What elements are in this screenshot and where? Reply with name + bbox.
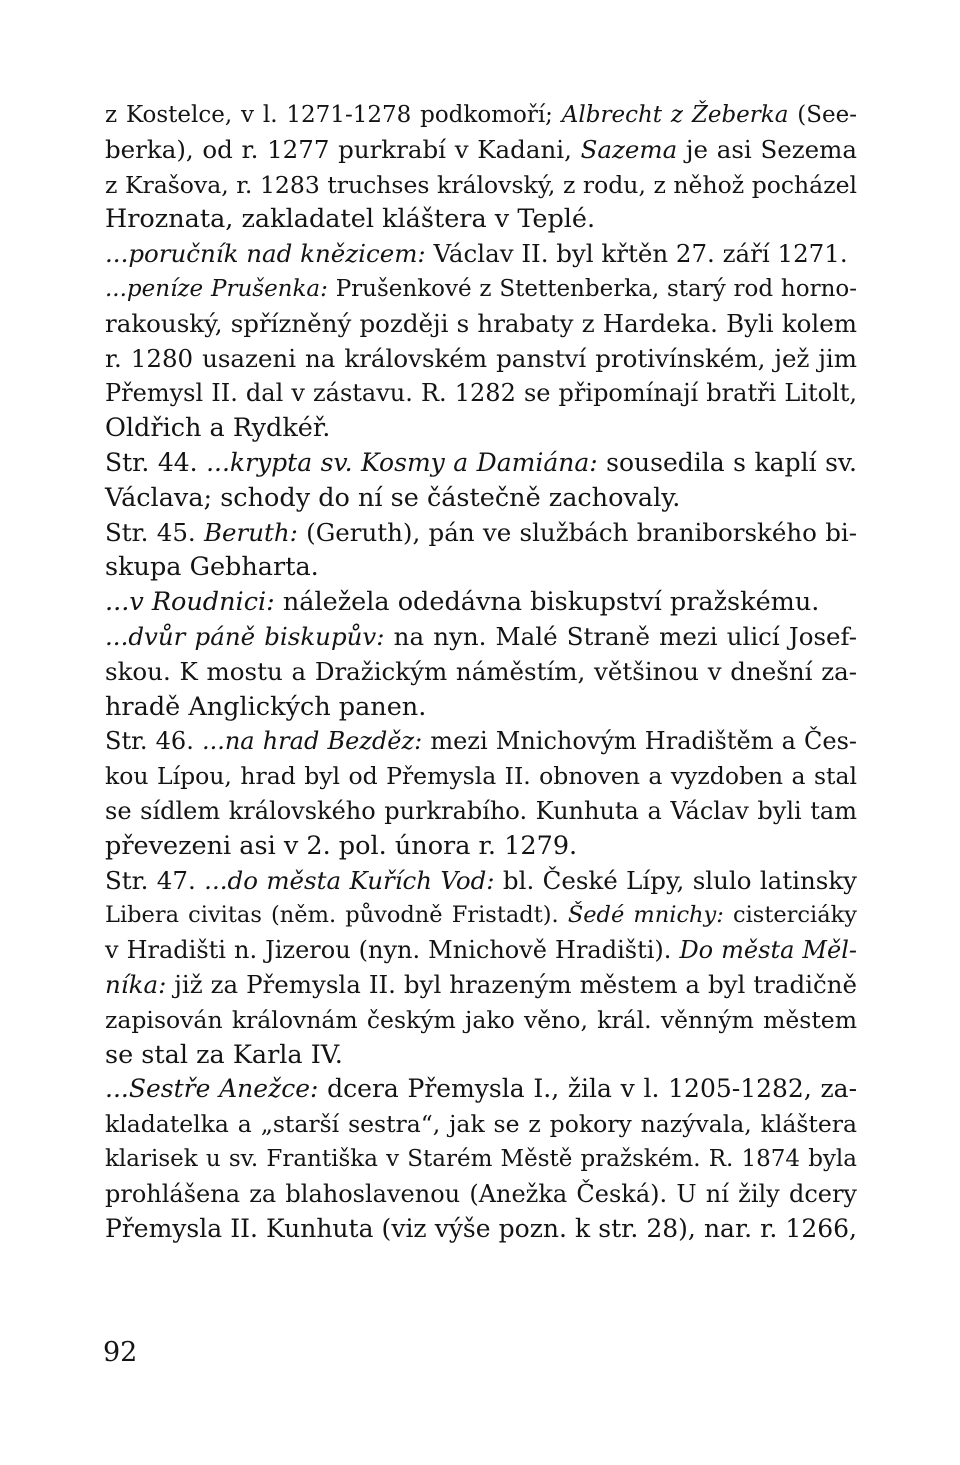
text-run: hradě Anglických panen.	[105, 691, 427, 722]
text-line	[105, 620, 857, 655]
text-run: z Krašova, r. 1283 truchses královský, z rodu, z něhož pocházel	[105, 170, 857, 199]
text-run: mezi Mnichovým Hradištěm a Čes-	[422, 727, 858, 756]
text-run: je asi Sezema	[677, 134, 857, 164]
lemma-italic: ...krypta sv. Kosmy a Damiána:	[206, 447, 598, 477]
text-run: již za Přemysla II. byl hrazeným městem a byl tradičně	[166, 969, 857, 999]
lemma-italic: Beruth:	[203, 517, 298, 547]
text-run: Přemysla II. Kunhuta (viz výše pozn. k str. 28), nar. r. 1266,	[105, 1213, 857, 1243]
text-run: skou. K mostu a Dražickým náměstím, většinou v dnešní za-	[105, 656, 857, 686]
text-run: Libera civitas (něm. původně Fristadt).	[105, 902, 568, 929]
text-line	[105, 829, 857, 864]
text-run: rakouský, spřízněný později s hrabaty z Hardeka. Byli kolem	[105, 308, 857, 338]
lemma-italic: níka:	[105, 969, 167, 999]
text-line	[105, 272, 857, 307]
text-line	[105, 1038, 857, 1073]
text-line	[105, 342, 857, 377]
text-run: cisterciáky	[723, 902, 857, 929]
text-run: skupa Gebharta.	[105, 552, 319, 583]
lemma-italic: Albrecht z Žeberka	[561, 102, 789, 128]
text-run: dcera Přemysla I., žila v l. 1205-1282, za-	[318, 1074, 858, 1104]
text-run: bl. České Lípy, slulo latinsky	[494, 865, 858, 895]
text-run: (See-	[788, 102, 857, 128]
text-line	[105, 376, 857, 411]
text-run: na nyn. Malé Straně mezi ulicí Josef-	[384, 621, 857, 651]
lemma-italic: ...dvůr páně biskupův:	[105, 621, 385, 651]
text-line	[105, 446, 857, 481]
text-run: prohlášena za blahoslavenou (Anežka Česká). U ní žily dcery	[105, 1179, 857, 1208]
text-line	[105, 202, 857, 237]
text-line	[105, 411, 857, 446]
text-line	[105, 1003, 857, 1038]
text-line	[105, 933, 857, 968]
text-run: zapisován královnám českým jako věno, král. věnným městem	[105, 1005, 857, 1034]
lemma-italic: Šedé mnichy:	[567, 902, 724, 929]
text-run: z Kostelce, v l. 1271-1278 podkomoří;	[105, 102, 562, 128]
text-run: (Geruth), pán ve službách braniborského bi-	[297, 517, 857, 547]
lemma-italic: ...Sestře Anežce:	[105, 1074, 319, 1104]
text-line	[105, 759, 857, 794]
text-line	[105, 724, 857, 759]
text-line	[105, 1212, 857, 1247]
text-line	[105, 1142, 857, 1177]
text-run: se stal za Karla IV.	[105, 1039, 343, 1070]
text-line	[105, 1177, 857, 1212]
text-run: Str. 44.	[105, 447, 207, 477]
notes-text	[105, 98, 857, 1246]
text-run: Prušenkové z Stettenberka, starý rod horno-	[327, 275, 857, 302]
text-run: Oldřich a Rydkéř.	[105, 413, 331, 444]
text-line	[105, 1072, 857, 1107]
text-run: převezeni asi v 2. pol. února r. 1279.	[105, 830, 578, 861]
text-run: Hroznata, zakladatel kláštera v Teplé.	[105, 204, 596, 235]
text-line	[105, 133, 857, 168]
text-line	[105, 794, 857, 829]
text-line	[105, 690, 857, 725]
text-line	[105, 168, 857, 203]
text-run: Str. 46.	[105, 727, 202, 756]
lemma-italic: ...na hrad Bezděz:	[201, 727, 423, 756]
text-run: sousedila s kaplí sv.	[597, 447, 858, 477]
page-number: 92	[103, 1337, 138, 1368]
text-run: r. 1280 usazeni na královském panství protivínském, jež jim	[105, 343, 857, 373]
text-line	[105, 550, 857, 585]
text-line	[105, 516, 857, 551]
text-line	[105, 481, 857, 516]
text-run: se sídlem královského purkrabího. Kunhuta a Václav byli tam	[105, 796, 857, 825]
text-line	[105, 864, 857, 899]
lemma-italic: ...poručník nad knězicem:	[105, 239, 426, 269]
text-run: Str. 45.	[105, 517, 204, 547]
text-line	[105, 98, 857, 133]
text-line	[105, 1107, 857, 1142]
text-run: náležela odedávna biskupství pražskému.	[274, 587, 820, 618]
lemma-italic: Do města Měl-	[679, 936, 857, 965]
text-run: klarisek u sv. Františka v Starém Městě pražském. R. 1874 byla	[105, 1145, 857, 1172]
lemma-italic: ...peníze Prušenka:	[105, 275, 328, 302]
text-run: Přemysl II. dal v zástavu. R. 1282 se připomínají bratři Litolt,	[105, 379, 857, 408]
text-line	[105, 237, 857, 272]
text-run: kou Lípou, hrad byl od Přemysla II. obnoven a vyzdoben a stal	[105, 762, 857, 791]
text-line	[105, 655, 857, 690]
lemma-italic: ...do města Kuřích Vod:	[204, 865, 495, 895]
text-line	[105, 898, 857, 933]
text-run: Str. 47.	[105, 865, 205, 895]
text-line	[105, 585, 857, 620]
text-line	[105, 307, 857, 342]
text-run: kladatelka a „starší sestra“, jak se z pokory nazývala, kláštera	[105, 1110, 857, 1139]
lemma-italic: ...v Roudnici:	[105, 587, 275, 618]
text-run: v Hradišti n. Jizerou (nyn. Mnichově Hradišti).	[105, 936, 680, 965]
text-run: Václav II. byl křtěn 27. září 1271.	[425, 239, 848, 269]
text-run: berka), od r. 1277 purkrabí v Kadani,	[105, 134, 581, 164]
text-line	[105, 968, 857, 1003]
text-run: Václava; schody do ní se částečně zachovaly.	[105, 482, 681, 513]
lemma-italic: Sazema	[580, 134, 678, 164]
